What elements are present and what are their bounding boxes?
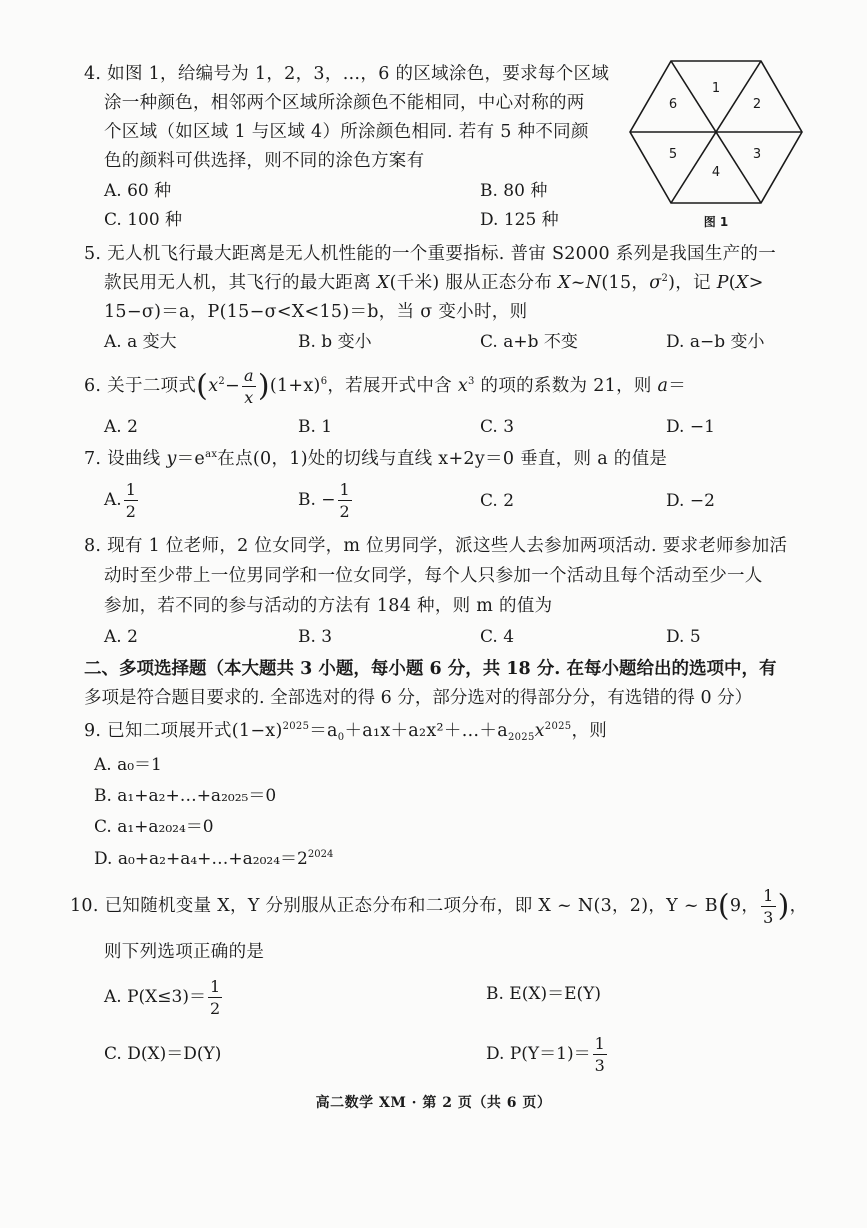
q10-option-d-text: D. P(Y＝1)＝ [486,1044,591,1064]
q5-text: (千米) 服从正态分布 [389,273,559,293]
q9-text: ＝a [309,721,338,741]
q6-option-d: D. −1 [666,417,715,437]
q10-option-a [104,975,224,1019]
frac-denominator: 3 [594,1055,605,1075]
q7-option-d: D. −2 [666,491,715,511]
frac-denominator: 2 [125,501,136,521]
q7-text: 7. 设曲线 [84,449,167,469]
figure-caption: 图 1 [703,215,729,229]
q9-option-b: B. a₁+a₂+…+a₂₀₂₅＝0 [94,786,277,806]
q5-option-d: D. a−b 变小 [666,332,765,352]
q6-exp: 3 [468,376,475,387]
q8-stem-line-3: 参加，若不同的参与活动的方法有 184 种，则 m 的值为 [104,596,553,616]
q4-stem-line-1: 4. 如图 1，给编号为 1，2，3，…，6 的区域涂色，要求每个区域 [84,64,610,84]
q10-d-fraction [593,1033,607,1075]
option-label: B. − [298,490,336,510]
q7-stem [84,445,667,473]
q6-exp: 2 [218,376,226,387]
q9-text: ＋a₁x＋a₂x²＋…＋a [344,721,508,741]
paren-left: ( [717,888,730,924]
q10-option-c: C. D(X)＝D(Y) [104,1044,222,1064]
frac-denominator: 2 [209,998,221,1018]
q9-exp: 2025 [282,721,310,732]
frac-denominator: 2 [339,501,350,521]
frac-numerator: 1 [125,479,136,499]
q5-stem-line-1: 5. 无人机飞行最大距离是无人机性能的一个重要指标. 普宙 S2000 系列是我国生产的一 [84,244,777,264]
q6-option-b: B. 1 [298,417,333,437]
q8-stem-line-2: 动时至少带上一位男同学和一位女同学，每个人只参加一个活动且每个活动至少一人 [104,566,763,586]
q7-b-fraction [338,479,352,521]
q5-text: (15， [601,273,650,293]
q10-text: 10. 已知随机变量 X，Y 分别服从正态分布和二项分布，即 X ~ N(3，2)，Y ~ B [70,896,718,916]
q10-a-fraction [208,976,222,1018]
option-label: A. [104,490,122,510]
q5-option-b: B. b 变小 [298,332,372,352]
q9-option-d-exp: 2024 [307,849,334,860]
q6-text: 6. 关于二项式 [84,376,197,396]
q5-text: > [748,273,764,293]
q7-option-a [104,478,140,522]
q6-text: 的项的系数为 21，则 [474,376,658,396]
frac-numerator: 1 [594,1033,605,1053]
q7-text: ＝e [176,449,206,469]
q5-var: X [558,273,571,293]
q9-option-a: A. a₀＝1 [94,755,162,775]
section-2-line-1: 二、多项选择题（本大题共 3 小题，每小题 6 分，共 18 分. 在每小题给出的选项中，有 [84,659,777,679]
q9-exp-2025: 2025 [544,721,572,732]
q7-exp: ax [205,449,218,460]
q10-comma: ， [789,896,808,916]
q6-text: ＝ [668,376,687,396]
q6-fraction [242,365,256,407]
q5-var: N [585,273,602,293]
q4-option-c: C. 100 种 [104,210,183,230]
q9-expansion [309,721,607,741]
q6-text: (1+x) [269,376,321,396]
frac-denominator: 3 [763,907,774,927]
q9-stem [84,717,607,745]
frac-numerator: 1 [339,479,350,499]
q5-var: X [735,273,749,293]
q5-text: ~ [570,273,586,293]
q5-var: X [376,273,390,293]
frac-numerator: 1 [763,885,774,905]
region-label-1: 1 [711,81,721,96]
q9-text: 9. 已知二项展开式(1−x) [84,721,283,741]
q6-option-c: C. 3 [480,417,515,437]
paren-left: ( [196,368,209,404]
q4-stem-line-3: 个区域（如区域 1 与区域 4）所涂颜色相同. 若有 5 种不同颜 [104,122,589,142]
q5-option-c: C. a+b 不变 [480,332,578,352]
q5-var: σ [649,273,662,293]
q7-option-c: C. 2 [480,491,515,511]
q10-option-d [486,1032,609,1076]
q9-option-d [94,846,333,872]
q6-text: ，若展开式中含 [327,376,458,396]
q6-option-a: A. 2 [104,417,138,437]
q4-option-d: D. 125 种 [480,210,559,230]
q5-text: ( [728,273,736,293]
q4-stem-line-4: 色的颜料可供选择，则不同的涂色方案有 [104,151,425,171]
q9-option-c: C. a₁+a₂₀₂₄＝0 [94,817,214,837]
q6-var: x [208,376,219,396]
q6-exp: 6 [320,376,328,387]
q9-sub-2025: 2025 [507,732,535,743]
q6-var: x [457,376,468,396]
q7-a-fraction [124,479,138,521]
q5-text: 款民用无人机，其飞行的最大距离 [104,273,377,293]
section-2-line-2: 多项是符合题目要求的. 全部选对的得 6 分，部分选对的得部分分，有选错的得 0 分） [84,688,753,708]
q6-stem [84,366,686,406]
q10-option-a-text: A. P(X≤3)＝ [104,987,206,1007]
q4-stem-line-2: 涂一种颜色，相邻两个区域所涂颜色不能相同，中心对称的两 [104,93,585,113]
q10-stem-line-1 [70,884,807,928]
region-label-4: 4 [711,165,721,180]
frac-denominator: x [244,387,254,407]
q8-stem-line-1: 8. 现有 1 位老师，2 位女同学，m 位男同学，派这些人去参加两项活动. 要求老师参加活 [84,536,788,556]
q4-option-a: A. 60 种 [104,181,172,201]
q10-fraction [761,885,775,927]
q9-text-tail: ，则 [571,721,608,741]
region-label-3: 3 [752,147,762,162]
q8-option-d: D. 5 [666,627,701,647]
hexagon-figure [626,56,806,232]
q8-option-a: A. 2 [104,627,138,647]
q5-exp: 2 [661,273,669,284]
q5-var: P [716,273,729,293]
page-footer: 高二数学 XM · 第 2 页（共 6 页） [315,1095,552,1111]
paren-right: ) [257,368,270,404]
q9-var-x: x [534,721,545,741]
q5-text: )，记 [668,273,717,293]
q10-option-b: B. E(X)＝E(Y) [486,984,601,1004]
q8-option-c: C. 4 [480,627,515,647]
paren-right: ) [777,888,790,924]
q10-text: 9， [729,896,760,916]
q8-option-b: B. 3 [298,627,333,647]
q9-option-d-text: D. a₀+a₂+a₄+…+a₂₀₂₄＝2 [94,849,308,869]
frac-numerator: a [244,365,254,385]
q6-var: a [657,376,669,396]
q7-var: y [166,449,177,469]
q4-option-b: B. 80 种 [480,181,548,201]
q9-sub-0: 0 [337,732,345,743]
region-label-5: 5 [668,147,678,162]
region-label-6: 6 [668,97,678,112]
q7-text: 在点(0，1)处的切线与直线 x+2y＝0 垂直，则 a 的值是 [217,449,668,469]
q5-stem-line-3: 15−σ)＝a，P(15−σ<X<15)＝b，当 σ 变小时，则 [104,302,528,322]
region-label-2: 2 [752,97,762,112]
frac-numerator: 1 [209,976,221,996]
q6-text: − [225,376,240,396]
q5-option-a: A. a 变大 [104,332,177,352]
q5-stem-line-2 [104,269,764,297]
q10-stem-line-2: 则下列选项正确的是 [104,942,265,962]
q7-option-b [298,478,354,522]
